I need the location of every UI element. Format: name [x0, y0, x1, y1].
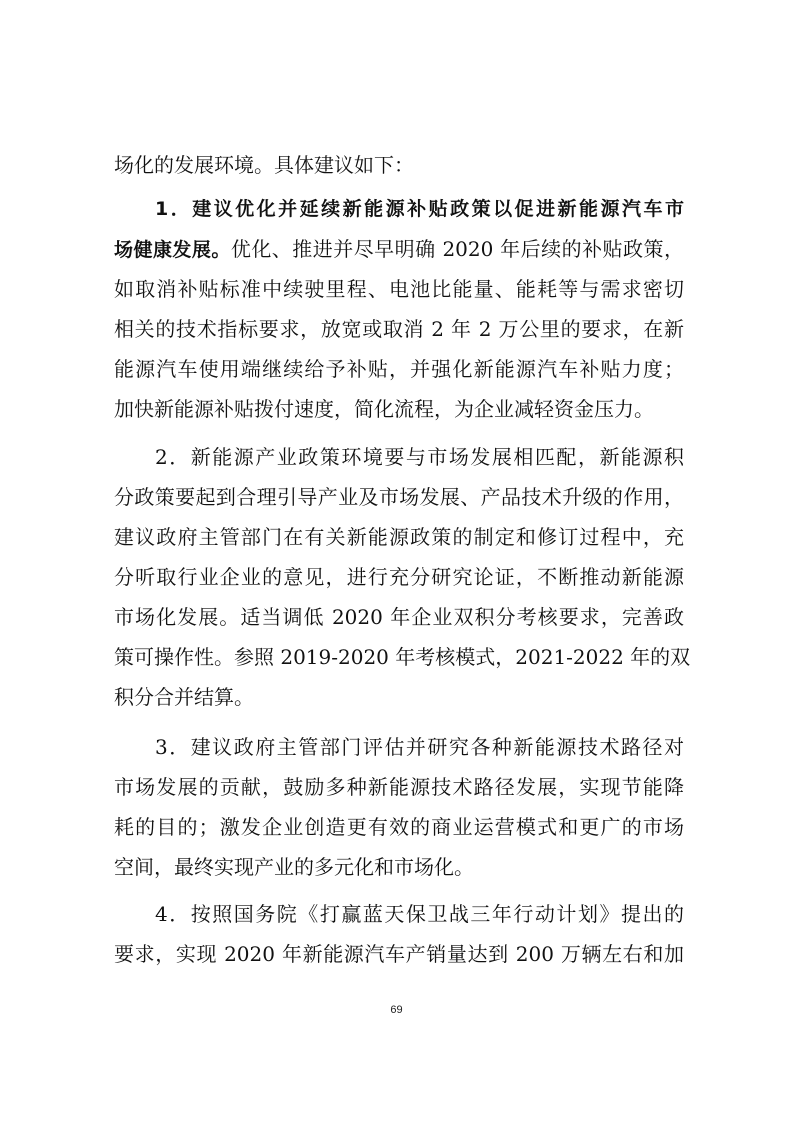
page-number: 69 — [390, 1004, 403, 1016]
text-line: 分听取行业企业的意见，进行充分研究论证，不断推动新能源 — [114, 565, 684, 589]
recommendation-4-start: 4．按照国务院《打赢蓝天保卫战三年行动计划》提出的 — [155, 902, 684, 926]
text-line: 空间，最终实现产业的多元化和市场化。 — [114, 855, 474, 879]
text-span: 优化、推进并尽早明确 2020 年后续的补贴政策， — [230, 237, 684, 261]
text-line: 市场化发展。适当调低 2020 年企业双积分考核要求，完善政 — [114, 605, 684, 629]
text-line: 建议政府主管部门在有关新能源政策的制定和修订过程中，充 — [114, 525, 684, 549]
text-line: 要求，实现 2020 年新能源汽车产销量达到 200 万辆左右和加 — [114, 942, 684, 966]
text-line: 如取消补贴标准中续驶里程、电池比能量、能耗等与需求密切 — [114, 277, 684, 301]
text-line: 市场发展的贡献，鼓励多种新能源技术路径发展，实现节能降 — [114, 775, 684, 799]
text-line: 加快新能源补贴拨付速度，简化流程，为企业减轻资金压力。 — [114, 397, 654, 421]
recommendation-1-heading: 1．建议优化并延续新能源补贴政策以促进新能源汽车市 — [155, 198, 684, 220]
recommendation-2-start: 2．新能源产业政策环境要与市场发展相匹配，新能源积 — [155, 445, 684, 469]
recommendation-1-heading-end: 场健康发展。 — [114, 239, 231, 261]
text-line: 分政策要起到合理引导产业及市场发展、产品技术升级的作用， — [114, 485, 684, 509]
text-line: 场化的发展环境。具体建议如下： — [114, 153, 414, 177]
text-line: 积分合并结算。 — [114, 685, 254, 709]
text-line — [114, 229, 684, 269]
recommendation-3-start: 3．建议政府主管部门评估并研究各种新能源技术路径对 — [155, 735, 684, 759]
text-line: 能源汽车使用端继续给予补贴，并强化新能源汽车补贴力度； — [114, 357, 684, 381]
text-line: 耗的目的；激发企业创造更有效的商业运营模式和更广的市场 — [114, 815, 684, 839]
text-line: 策可操作性。参照 2019-2020 年考核模式，2021-2022 年的双 — [114, 645, 691, 669]
text-line: 相关的技术指标要求，放宽或取消 2 年 2 万公里的要求，在新 — [114, 317, 684, 341]
